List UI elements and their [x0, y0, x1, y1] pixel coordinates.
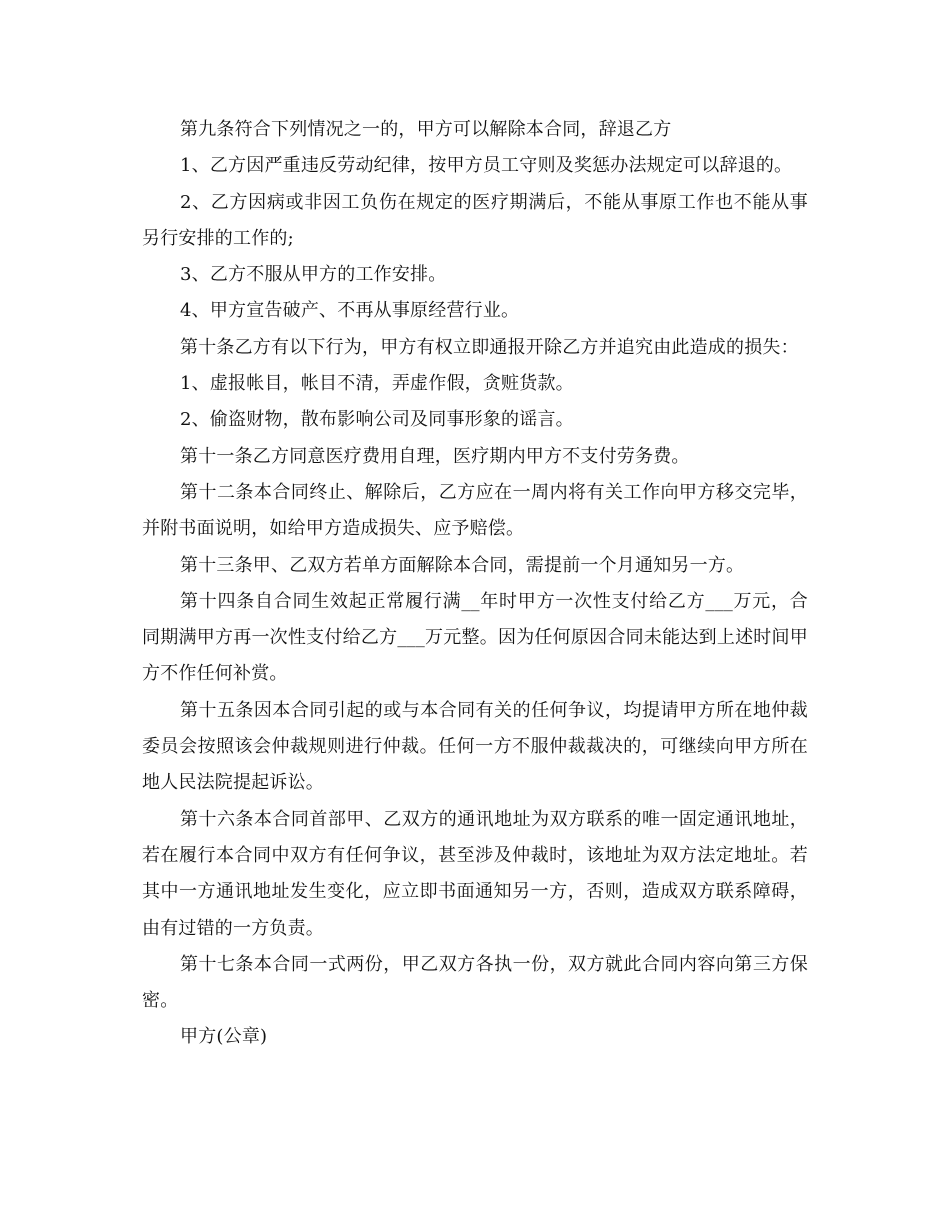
paragraph-article-9-item-4: 4、甲方宣告破产、不再从事原经营行业。	[180, 300, 520, 322]
paragraph-article-9-item-3: 3、乙方不服从甲方的工作安排。	[180, 264, 447, 286]
signature-party-a-seal: 甲方(公章)	[180, 1026, 268, 1048]
document-body	[142, 112, 808, 1056]
paragraph-article-9-item-1: 1、乙方因严重违反劳动纪律，按甲方员工守则及奖惩办法规定可以辞退的。	[180, 155, 793, 177]
paragraph-article-10-item-2: 2、偷盗财物，散布影响公司及同事形象的谣言。	[180, 409, 574, 431]
paragraph-article-13: 第十三条甲、乙双方若单方面解除本合同，需提前一个月通知另一方。	[180, 554, 745, 576]
paragraph-article-15: 第十五条因本合同引起的或与本合同有关的任何争议，均提请甲方所在地仲裁委员会按照该会仲裁规则进行仲裁。任何一方不服仲裁裁决的，可继续向甲方所在地人民法院提起诉讼。	[142, 699, 808, 794]
paragraph-article-14: 第十四条自合同生效起正常履行满__年时甲方一次性支付给乙方___万元，合同期满甲方再一次性支付给乙方___万元整。因为任何原因合同未能达到上述时间甲方不作任何补赏。	[142, 590, 808, 685]
paragraph-article-9-item-2: 2、乙方因病或非因工负伤在规定的医疗期满后，不能从事原工作也不能从事另行安排的工作的;	[142, 191, 808, 249]
paragraph-article-10-item-1: 1、虚报帐目，帐目不清，弄虚作假，贪赃货款。	[180, 373, 574, 395]
paragraph-article-17: 第十七条本合同一式两份，甲乙双方各执一份，双方就此合同内容向第三方保密。	[142, 953, 808, 1012]
paragraph-article-16: 第十六条本合同首部甲、乙双方的通讯地址为双方联系的唯一固定通讯地址，若在履行本合同中双方有任何争议，甚至涉及仲裁时，该地址为双方法定地址。若其中一方通讯地址发生变化，应立即书面通知另一方，否则，造成双方联系障碍，由有过错的一方负责。	[142, 808, 808, 939]
paragraph-article-11: 第十一条乙方同意医疗费用自理，医疗期内甲方不支付劳务费。	[180, 445, 690, 467]
paragraph-article-10: 第十条乙方有以下行为，甲方有权立即通报开除乙方并追究由此造成的损失：	[180, 336, 799, 358]
paragraph-article-12: 第十二条本合同终止、解除后，乙方应在一周内将有关工作向甲方移交完毕，并附书面说明，如给甲方造成损失、应予赔偿。	[142, 481, 808, 540]
paragraph-article-9: 第九条符合下列情况之一的，甲方可以解除本合同，辞退乙方	[180, 119, 672, 140]
